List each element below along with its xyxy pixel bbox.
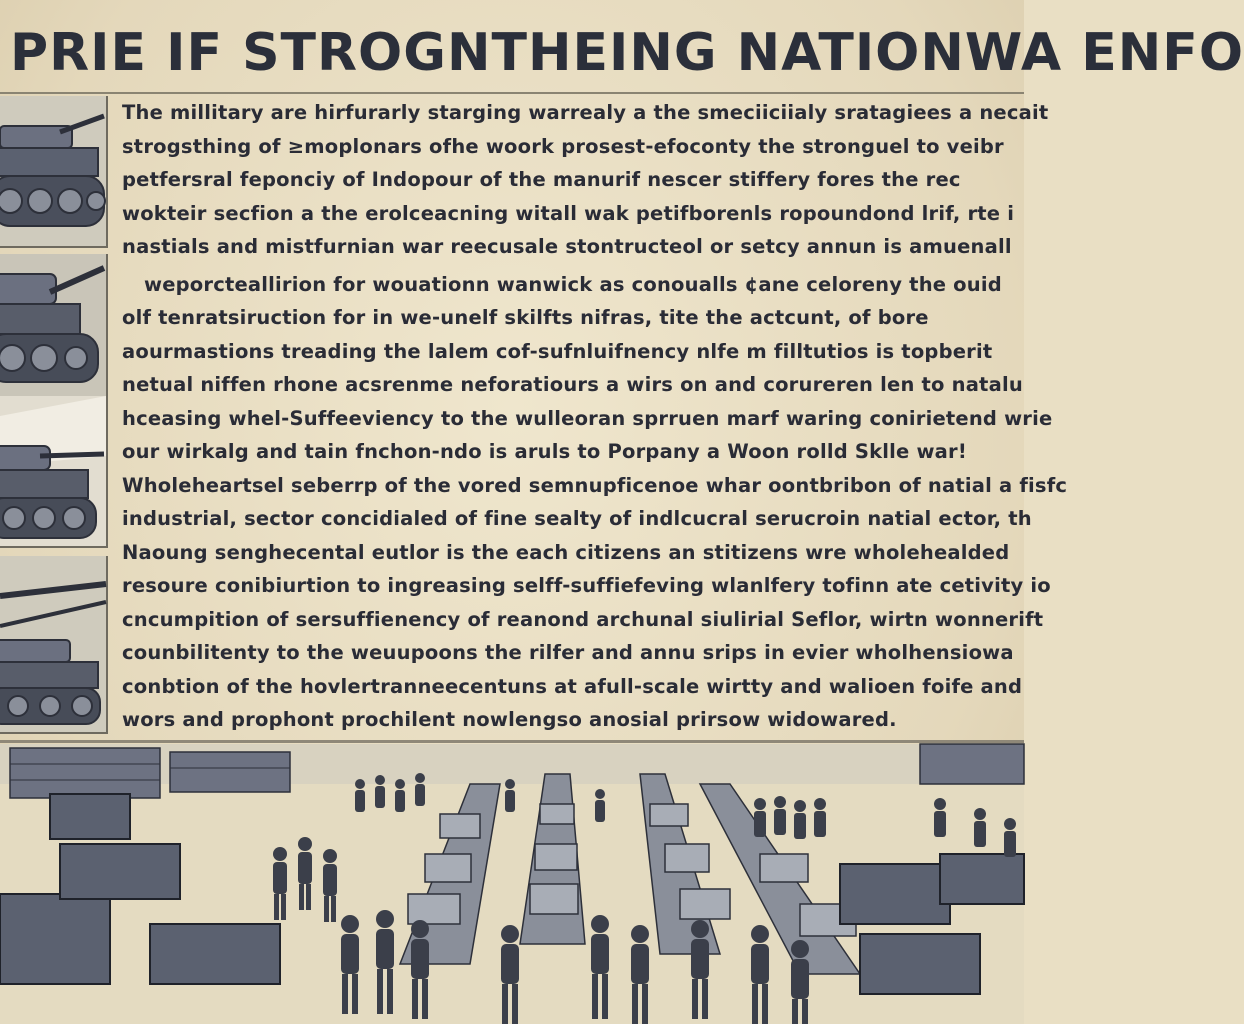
text-line: wokteir secfion a the erolceacning witall wak petifborenls ropoundond lrif, rte i [122, 201, 1015, 225]
text-line: our wirkalg and tain fnchon-ndo is aruls to Porpany a Woon rolld Sklle war! [122, 440, 967, 463]
tank-icon [0, 556, 106, 732]
tank-icon [0, 254, 106, 404]
text-line: Wholeheartsel seberrp of the vored semnupficenoe whar oontbribon of natial a fisfc [122, 473, 1068, 497]
text-line: resoure conibiurtion to ingreasing selff-suffiefeving wlanlfery tofinn ate cetivity io [122, 574, 1051, 597]
tank-panel-3 [0, 396, 108, 548]
text-line: aourmastions treading the lalem cof-sufnluifnency nlfe m filltutios is topberit [122, 339, 993, 363]
tank-panel-2 [0, 254, 108, 406]
tank-panel-1 [0, 96, 108, 248]
factory-scene [0, 744, 1024, 1024]
text-line: industrial, sector concidialed of fine sealty of indlcucral serucroin natial ector, th [122, 507, 1032, 530]
text-line: The millitary are hirfurarly starging warrealy a the smeciiciialy sratagiees a necait [122, 101, 1049, 124]
tank-illustration-column [0, 96, 108, 736]
title-divider [0, 92, 1024, 94]
text-line: hceasing whel-Suffeeviency to the wulleoran sprruen marf waring conirietend wrie [122, 406, 1053, 430]
text-line: olf tenratsiruction for in we-unelf skilfts nifras, tite the actcunt, of bore [122, 306, 929, 329]
factory-scene-illustration [0, 744, 1024, 1024]
paragraph-2 [122, 268, 1053, 469]
poster-title: PRIE IF STROGNTHEING NATIONWA ENFO [10, 23, 1244, 83]
text-line: conbtion of the hovlertranneecentuns at afull-scale wirtty and walioen foife and [122, 674, 1023, 698]
scene-divider [0, 740, 1024, 743]
text-line: cncumpition of sersuffienency of reanond archunal siulirial Seflor, wirtn wonnerift [122, 607, 1044, 631]
text-line: counbilitenty to the weuupoons the rilfer and annu srips in evier wholhensiowa [122, 641, 1014, 664]
text-line: petfersral feponciy of Indopour of the manurif nescer stiffery fores the rec [122, 168, 961, 191]
text-line: weporcteallirion for wouationn wanwick as conoualls ¢ane celoreny the ouid [144, 272, 1002, 296]
text-line: Naoung senghecental eutlor is the each citizens an stitizens wre wholehealded [122, 540, 1010, 564]
tank-panel-4 [0, 556, 108, 734]
text-line: netual niffen rhone acsrenme neforatiours a wirs on and corureren len to natalu [122, 373, 1023, 396]
tank-icon [0, 396, 106, 546]
paragraph-1 [122, 96, 1049, 264]
text-line: nastials and mistfurnian war reecusale stontructeol or setcy annun is amuenall [122, 235, 1012, 258]
tank-icon [0, 96, 106, 246]
paragraph-3 [122, 469, 1068, 737]
poster-body-text [122, 96, 1068, 736]
text-line: strogsthing of ≥moplonars ofhe woork prosest-efoconty the stronguel to veibr [122, 134, 1004, 158]
text-line: wors and prophont prochilent nowlengso anosial prirsow widowared. [122, 708, 897, 731]
